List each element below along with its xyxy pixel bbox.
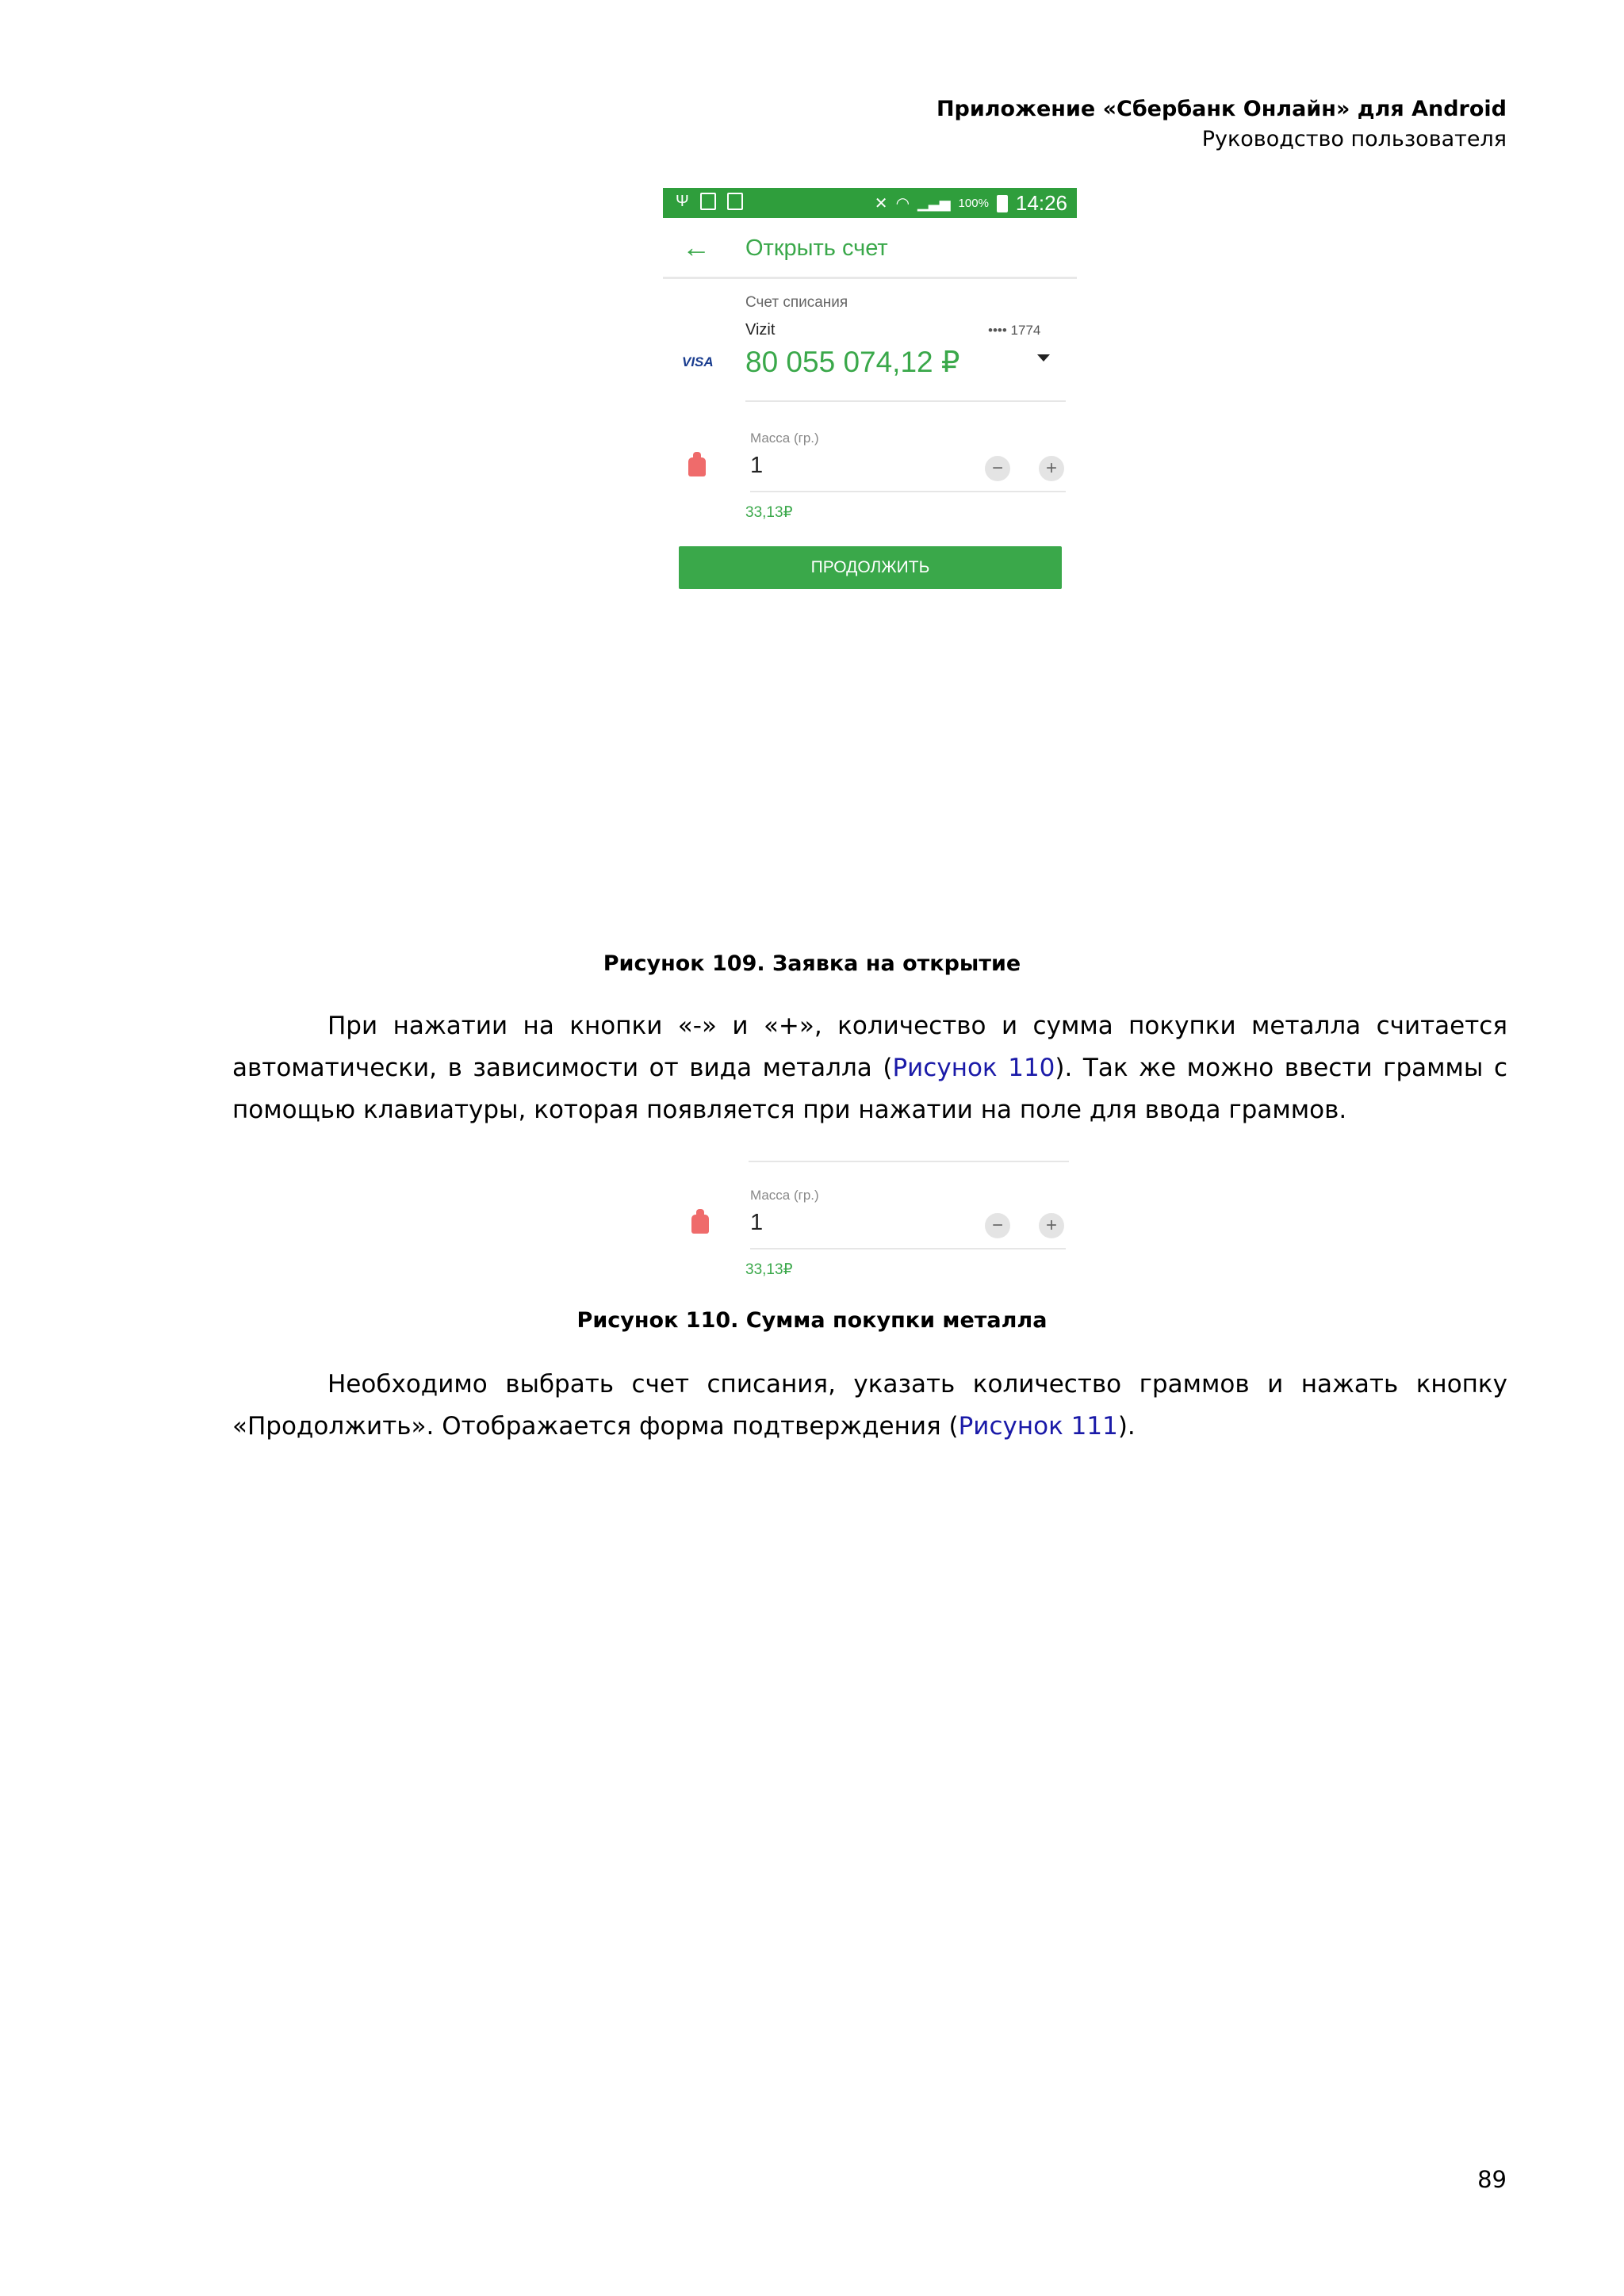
plus-button[interactable]: + (1039, 1213, 1064, 1238)
continue-button[interactable]: ПРОДОЛЖИТЬ (679, 546, 1062, 589)
card-name: Vizit (745, 321, 776, 339)
divider (750, 491, 1066, 492)
figure-109-screenshot (663, 188, 1077, 600)
page-number: 89 (1477, 2166, 1507, 2193)
account-balance: 80 055 074,12 ₽ (745, 346, 960, 378)
figure-111-link[interactable]: Рисунок 111 (958, 1412, 1118, 1441)
plus-button[interactable]: + (1039, 456, 1064, 481)
debit-account-label: Счет списания (745, 294, 848, 311)
divider (745, 400, 1066, 402)
signal-icon: ▁▃▅ (917, 195, 951, 211)
mass-label: Масса (гр.) (750, 1188, 819, 1203)
minus-button[interactable]: − (985, 456, 1010, 481)
mass-field-group (687, 426, 1067, 537)
divider (749, 1161, 1069, 1162)
status-right-icons (875, 191, 1067, 216)
paragraph-1 (232, 1005, 1507, 1131)
battery-percent: 100% (958, 197, 989, 210)
mass-label: Масса (гр.) (750, 430, 819, 446)
status-time: 14:26 (1015, 191, 1067, 215)
weight-icon (691, 1215, 709, 1234)
paragraph-1-text-b: ). Так же можно ввести граммы с помощью клавиатуры, которая появляется при нажатии на поле для ввода граммов. (232, 1054, 1507, 1124)
divider (750, 1248, 1066, 1249)
mass-input[interactable]: 1 (750, 453, 764, 478)
status-left-icons (676, 193, 743, 211)
paragraph-2 (232, 1364, 1507, 1448)
visa-logo-icon: VISA (682, 354, 714, 369)
sheet-icon (727, 193, 743, 210)
doc-header-title: Приложение «Сбербанк Онлайн» для Android (936, 97, 1507, 121)
screen-title: Открыть счет (745, 235, 888, 261)
paragraph-2-text-b: ). (1117, 1412, 1136, 1441)
paragraph-2-text-a: Необходимо выбрать счет списания, указать количество граммов и нажать кнопку «Продолжить». Отображается форма подтверждения ( (232, 1370, 1507, 1441)
usb-icon: Ψ (676, 193, 689, 210)
figure-110-screenshot (663, 1159, 1077, 1286)
weight-icon (688, 457, 706, 476)
battery-icon (997, 195, 1008, 212)
mute-icon: ✕ (874, 195, 888, 212)
dropdown-arrow-icon (1037, 354, 1050, 362)
status-bar (663, 188, 1077, 218)
gallery-icon (700, 193, 716, 210)
figure-110-caption: Рисунок 110. Сумма покупки металла (576, 1308, 1048, 1333)
card-mask: •••• 1774 (988, 323, 1041, 338)
figure-110-link[interactable]: Рисунок 110 (892, 1054, 1055, 1082)
price-value: 33,13₽ (745, 1261, 793, 1278)
back-arrow-icon[interactable]: ← (682, 231, 710, 263)
paragraph-1-text-a: При нажатии на кнопки «-» и «+», количество и сумма покупки металла считается автоматически, в зависимости от вида металла ( (232, 1012, 1507, 1082)
figure-109-caption: Рисунок 109. Заявка на открытие (603, 951, 1021, 976)
app-bar (663, 218, 1077, 279)
mass-input[interactable]: 1 (750, 1210, 764, 1235)
doc-header-subtitle: Руководство пользователя (1201, 127, 1507, 151)
minus-button[interactable]: − (985, 1213, 1010, 1238)
account-selector[interactable] (682, 321, 1066, 416)
price-value: 33,13₽ (745, 504, 793, 521)
wifi-icon: ◠ (895, 195, 910, 212)
